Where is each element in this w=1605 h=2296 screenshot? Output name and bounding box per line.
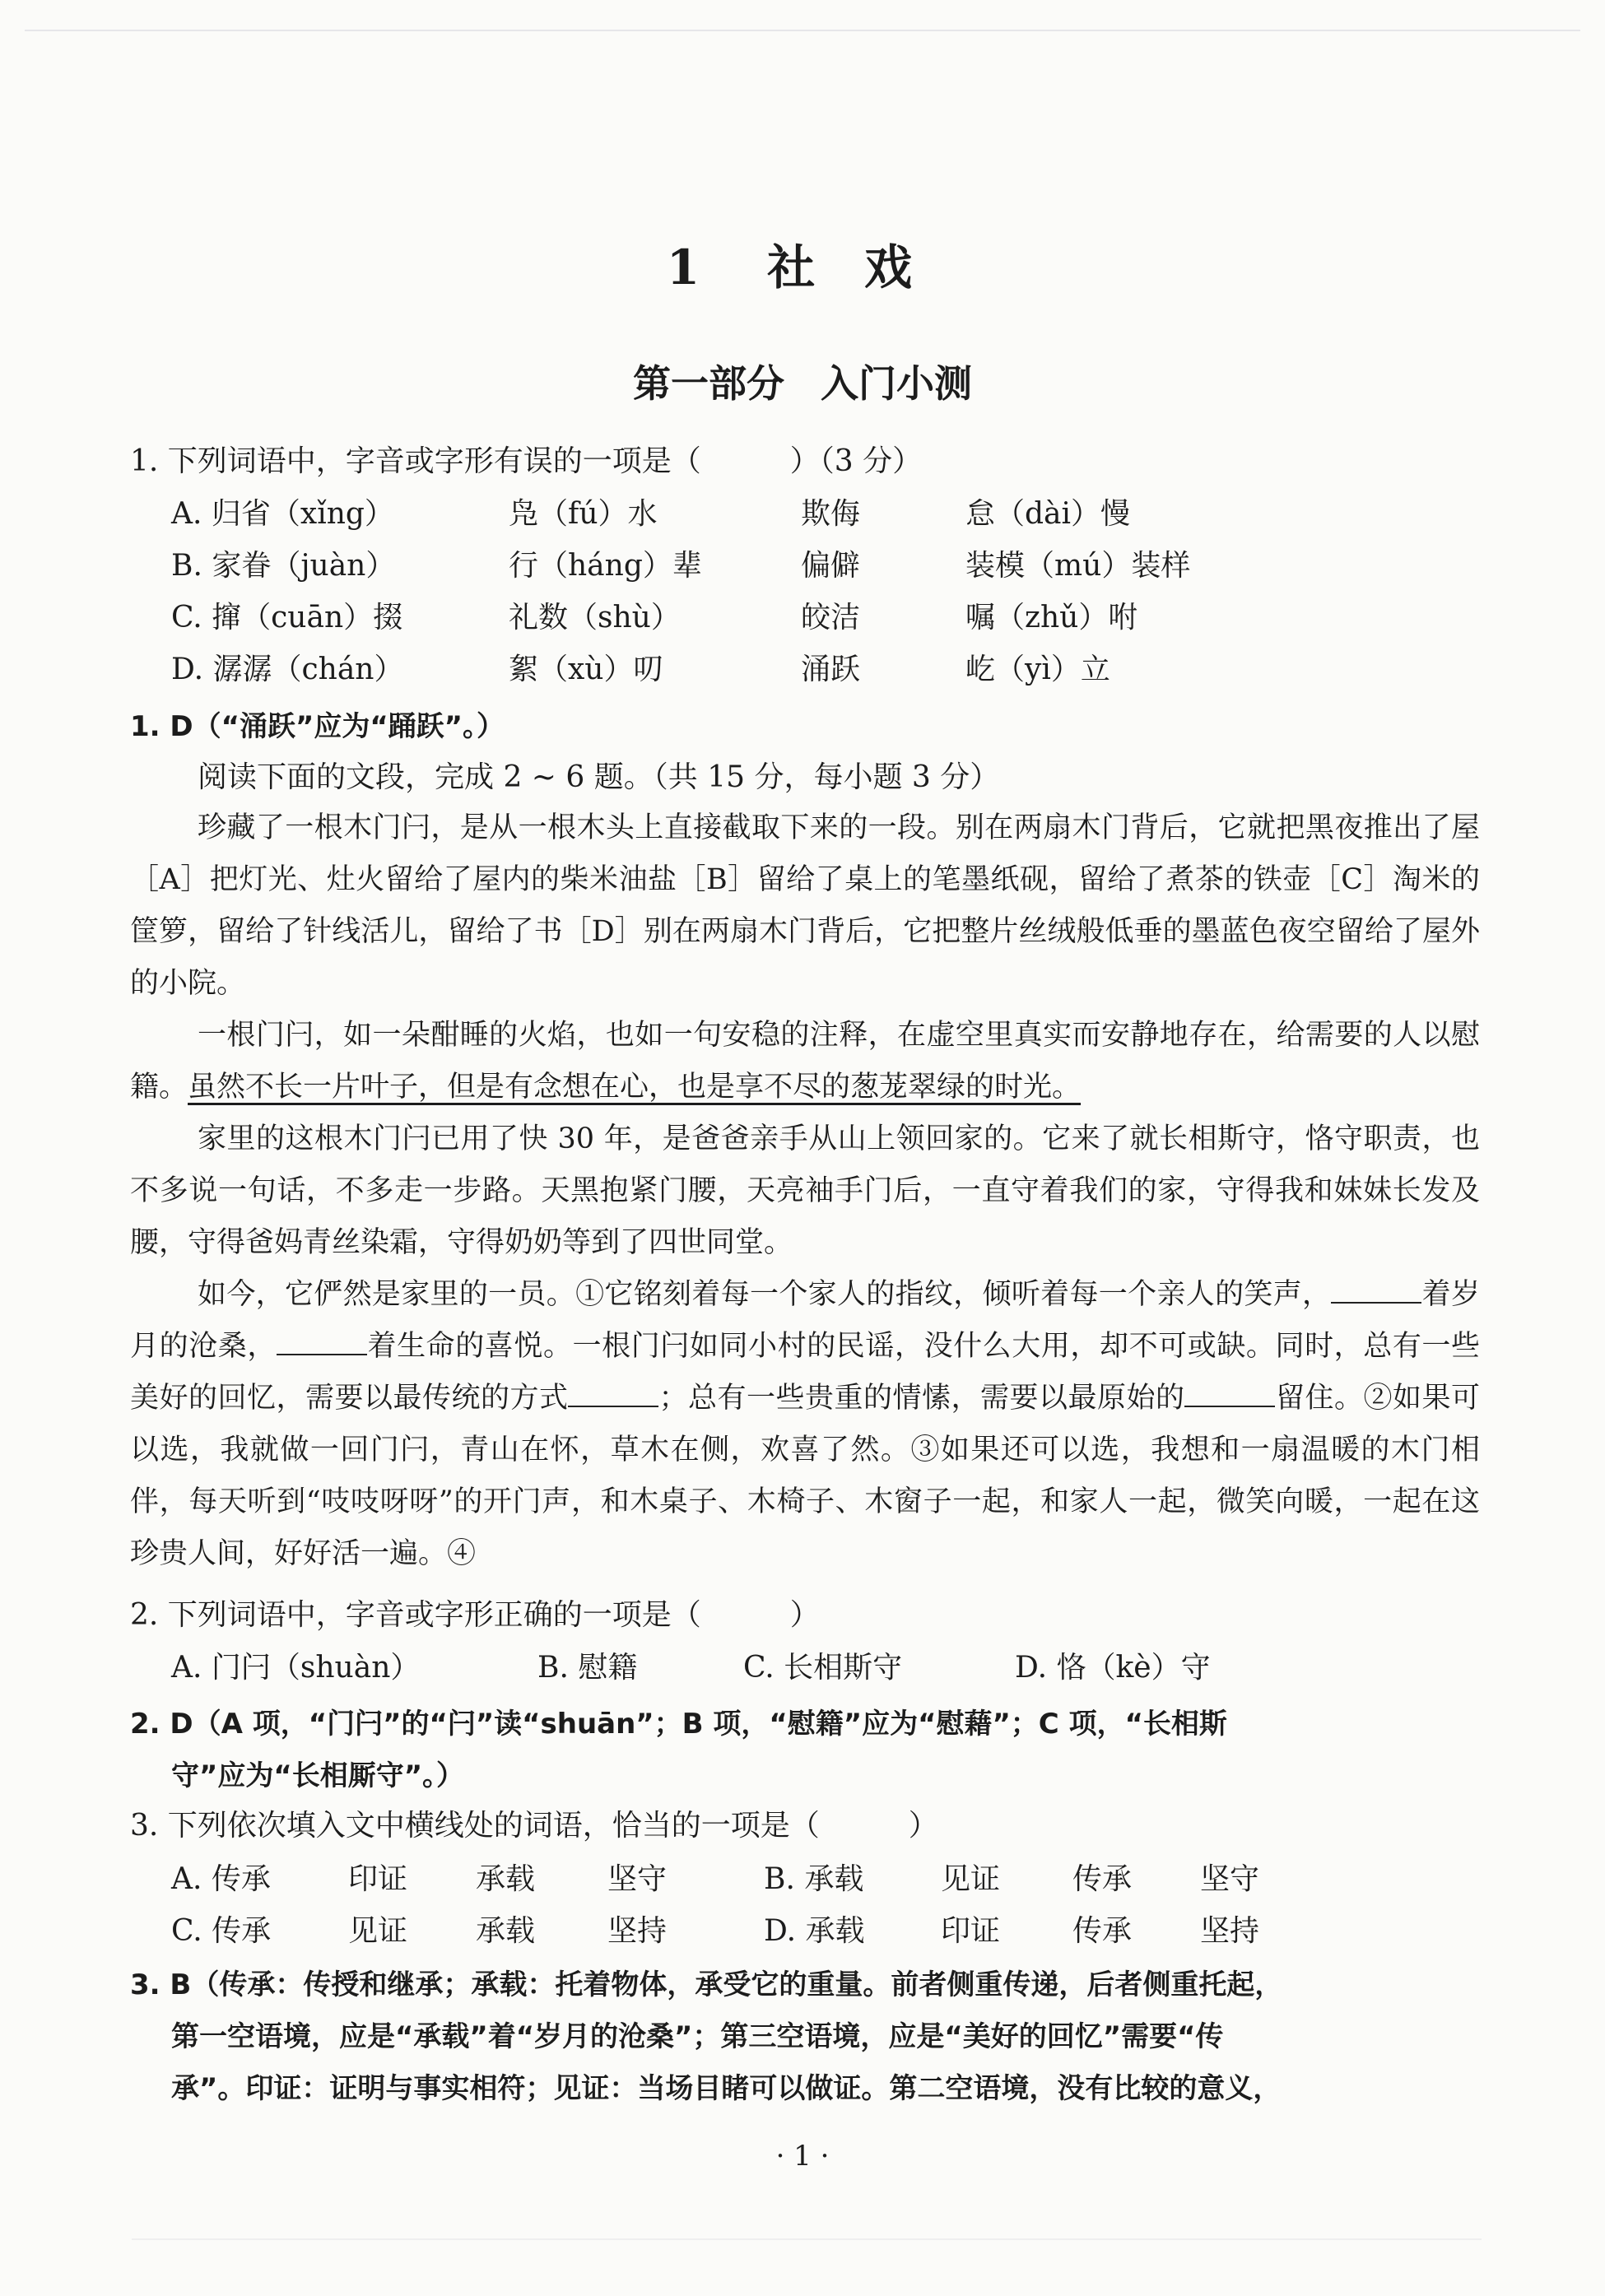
lesson-title [0, 229, 1605, 298]
page-number: · 1 · [775, 2140, 830, 2173]
q3-answer-line-1: 3. B（传承：传授和继承；承载：托着物体，承受它的重量。前者侧重传递，后者侧重托起， [130, 1968, 1283, 2001]
q1-option-a: A. 归省（xǐng） 凫（fú）水 欺侮 怠（dài）慢 [171, 497, 1131, 531]
reading-passage [130, 802, 1480, 1580]
lesson-title-char-2: 戏 [864, 239, 916, 295]
lesson-title-char-1: 社 [767, 239, 819, 295]
q1-option-b: B. 家眷（juàn） 行（háng）辈 偏僻 装模（mú）装样 [171, 549, 1191, 583]
fill-blank-4 [1184, 1381, 1275, 1407]
fill-blank-1 [1331, 1277, 1421, 1304]
q2-answer-line-1: 2. D（A 项，“门闩”的“闩”读“shuān”；B 项，“慰籍”应为“慰藉”；C 项，“长相斯 [130, 1708, 1227, 1741]
q3-options-row-1: A. 传承 印证 承载 坚守 B. 承载 见证 传承 坚守 [171, 1862, 1260, 1896]
q2-answer-line-2: 守”应为“长相厮守”。） [171, 1759, 465, 1792]
q3-stem: 3. 下列依次填入文中横线处的词语，恰当的一项是（ ） [130, 1809, 938, 1843]
passage-paragraph-3: 家里的这根木门闩已用了快 30 年，是爸爸亲手从山上领回家的。它来了就长相斯守，恪守职责，也不多说一句话，不多走一步路。天黑抱紧门腰，天亮袖手门后，一直守着我们的家，守得我和妹妹长发及腰，守得爸妈青丝染霜，守得奶奶等到了四世同堂。 [130, 1122, 1480, 1259]
passage-paragraph-2: 一根门闩，如一朵酣睡的火焰，也如一句安稳的注释，在虚空里真实而安静地存在，给需要的人以慰籍。虽然不长一片叶子，但是有念想在心，也是享不尽的葱茏翠绿的时光。 [130, 1019, 1480, 1104]
q3-options-row-2: C. 传承 见证 承载 坚持 D. 承载 印证 传承 坚持 [171, 1914, 1260, 1948]
section-name: 入门小测 [821, 361, 972, 406]
underlined-sentence: 虽然不长一片叶子，但是有念想在心，也是享不尽的葱茏翠绿的时光。 [188, 1071, 1082, 1104]
fill-blank-3 [568, 1381, 658, 1407]
q1-answer: 1. D（“涌跃”应为“踊跃”。） [130, 710, 505, 743]
passage-paragraph-4: 如今，它俨然是家里的一员。①它铭刻着每一个家人的指纹，倾听着每一个亲人的笑声， 着岁月的沧桑， 着生命的喜悦。一根门闩如同小村的民谣，没什么大用，却不可或缺。同时，总有一些美好的回忆，需要以最传统的方式 ；总有一些贵重的情愫，需要以最原始的 留住。②如果可以选，我就做一回门闩，青山在怀，草木在侧，欢喜了然。③如果还可以选，我想和一扇温暖的木门相伴，每天听到“吱吱呀呀”的开门声，和木桌子、木椅子、木窗子一起，和家人一起，微笑向暖，一起在这珍贵人间，好好活一遍。④ [130, 1278, 1480, 1570]
q1-option-c: C. 撺（cuān）掇 礼数（shù） 皎洁 嘱（zhǔ）咐 [171, 601, 1138, 634]
section-part: 第一部分 [633, 361, 784, 406]
passage-paragraph-1: 珍藏了一根木门闩，是从一根木头上直接截取下来的一段。别在两扇木门背后，它就把黑夜推出了屋［A］把灯光、灶火留给了屋内的柴米油盐［B］留给了桌上的笔墨纸砚，留给了煮茶的铁壶［C］淘米的筐箩，留给了针线活儿，留给了书［D］别在两扇木门背后，它把整片丝绒般低垂的墨蓝色夜空留给了屋外的小院。 [130, 811, 1480, 1000]
section-heading [0, 354, 1605, 408]
q1-option-d: D. 潺潺（chán） 絮（xù）叨 涌跃 屹（yì）立 [171, 653, 1110, 686]
q2-options: A. 门闩（shuàn） B. 慰籍 C. 长相斯守 D. 恪（kè）守 [171, 1651, 1211, 1685]
lesson-number: 1 [666, 239, 704, 295]
q1-stem: 1. 下列词语中，字音或字形有误的一项是（ ）（3 分） [130, 444, 923, 478]
q3-answer-line-3: 承”。印证：证明与事实相符；见证：当场目睹可以做证。第二空语境，没有比较的意义， [171, 2072, 1282, 2105]
q2-stem: 2. 下列词语中，字音或字形正确的一项是（ ） [130, 1598, 820, 1632]
bottom-rule [132, 2238, 1482, 2240]
q3-answer-line-2: 第一空语境，应是“承载”着“岁月的沧桑”；第三空语境，应是“美好的回忆”需要“传 [171, 2020, 1224, 2053]
fill-blank-2 [277, 1329, 367, 1355]
reading-instructions: 阅读下面的文段，完成 2 ~ 6 题。（共 15 分，每小题 3 分） [198, 760, 1000, 794]
